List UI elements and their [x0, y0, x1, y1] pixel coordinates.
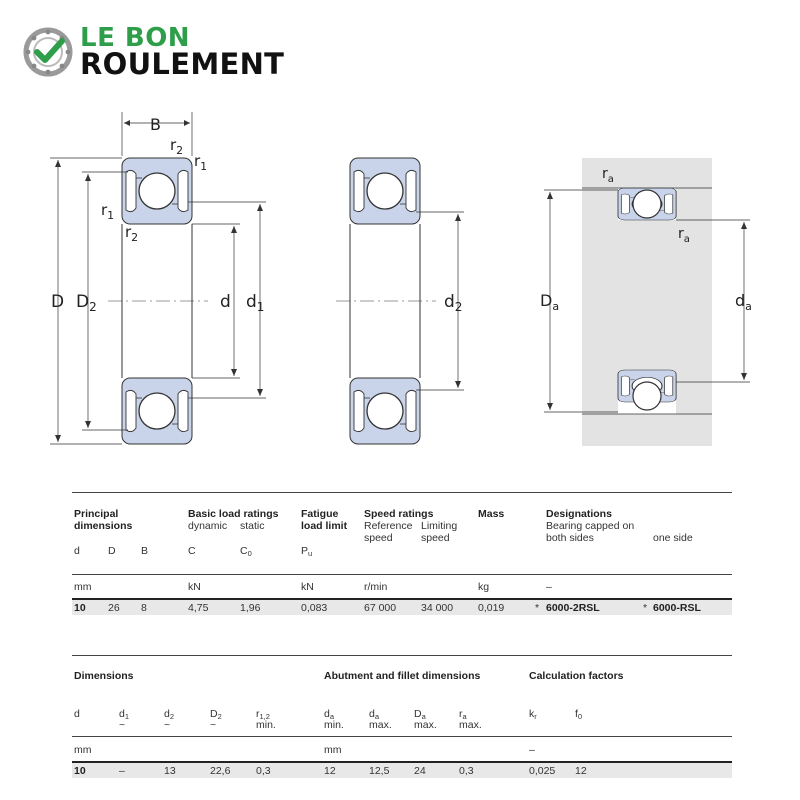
symbol-Pu: $P_u$ — [301, 545, 313, 558]
cell-reference-speed: 67 000 — [364, 602, 397, 614]
cell-ra-max: 0,3 — [459, 765, 474, 777]
cell-d2: 13 — [164, 765, 176, 777]
symbol-d-2: d — [74, 708, 80, 720]
label-da: $d_a$ — [735, 291, 752, 313]
symbol-Da-max: $D_a$ — [414, 708, 426, 721]
header-reference: Reference — [364, 520, 413, 532]
label-ra-right: $r_a$ — [678, 226, 690, 245]
symbol-r12: $r_{1,2}$ — [256, 708, 270, 721]
cell-C: 4,75 — [188, 602, 209, 614]
symbol-d2: $d_2$ — [164, 708, 175, 721]
cell-Da-max: 24 — [414, 765, 426, 777]
cell-d: 10 — [74, 602, 86, 614]
note-Da-max: max. — [414, 719, 437, 731]
header-abutment: Abutment and fillet dimensions — [324, 670, 481, 682]
logo-line-1: LE BON — [80, 23, 191, 53]
header-dimensions-2: Dimensions — [74, 670, 134, 682]
symbol-kr: $k_r$ — [529, 708, 537, 721]
header-dynamic: dynamic — [188, 520, 228, 532]
cell-da-min: 12 — [324, 765, 336, 777]
note-da-max: max. — [369, 719, 392, 731]
symbol-ra-max: $r_a$ — [459, 708, 467, 721]
cell-C0: 1,96 — [240, 602, 261, 614]
header-calculation: Calculation factors — [529, 670, 624, 682]
label-d1: $d_1$ — [246, 292, 265, 314]
unit-kn-1: kN — [188, 581, 201, 593]
symbol-D: D — [108, 545, 116, 557]
unit-mm: mm — [74, 581, 92, 593]
cell-B: 8 — [141, 602, 147, 614]
designation-one-side-link[interactable]: 6000-RSL — [653, 602, 701, 614]
label-r1-left: $r_1$ — [101, 201, 115, 222]
label-B: B — [150, 115, 161, 134]
cell-da-max: 12,5 — [369, 765, 390, 777]
symbol-B: B — [141, 545, 149, 557]
cell-kr: 0,025 — [529, 765, 556, 777]
cell-Pu: 0,083 — [301, 602, 328, 614]
symbol-C0: $C_0$ — [240, 545, 252, 558]
header-fatigue: Fatigue — [301, 508, 339, 520]
header-mass: Mass — [478, 508, 505, 520]
header-dimensions: dimensions — [74, 520, 133, 532]
unit-kn-2: kN — [301, 581, 314, 593]
mounting-view — [544, 158, 750, 446]
header-designations: Designations — [546, 508, 612, 520]
unit-dash: – — [546, 581, 552, 593]
symbol-d: d — [74, 545, 80, 557]
note-d2: ~ — [164, 719, 171, 731]
label-D: D — [51, 292, 65, 312]
label-d: d — [220, 292, 231, 312]
header-speed-2: speed — [421, 532, 450, 544]
symbol-da-min: $d_a$ — [324, 708, 335, 721]
header-speed-ratings: Speed ratings — [364, 508, 434, 520]
header-speed-1: speed — [364, 532, 393, 544]
header-load-limit: load limit — [301, 520, 348, 532]
symbol-da-max: $d_a$ — [369, 708, 380, 721]
symbol-D2: $D_2$ — [210, 708, 222, 721]
label-D2: $D_2$ — [76, 292, 97, 314]
note-D2: ~ — [210, 719, 217, 731]
designation-both-sides-link[interactable]: 6000-2RSL — [546, 602, 600, 614]
unit-dash-2: – — [529, 744, 535, 756]
cell-d: 10 — [74, 765, 86, 777]
logo-line-2: ROULEMENT — [80, 46, 285, 81]
unit-kg: kg — [478, 581, 490, 593]
note-ra-max: max. — [459, 719, 482, 731]
header-both-sides: both sides — [546, 532, 594, 544]
note-da-min: min. — [324, 719, 344, 731]
cell-D2: 22,6 — [210, 765, 231, 777]
cell-D: 26 — [108, 602, 120, 614]
header-basic-load: Basic load ratings — [188, 508, 279, 520]
cell-d1: – — [119, 765, 125, 777]
star-marker-1: * — [535, 602, 540, 614]
header-limiting: Limiting — [421, 520, 458, 532]
cell-r12: 0,3 — [256, 765, 271, 777]
header-one-side: one side — [653, 532, 693, 544]
label-r2-top: $r_2$ — [170, 136, 184, 157]
header-principal: Principal — [74, 508, 119, 520]
cell-mass: 0,019 — [478, 602, 505, 614]
label-ra-top: $r_a$ — [602, 166, 614, 185]
unit-mm-1: mm — [74, 744, 92, 756]
note-d1: ~ — [119, 719, 126, 731]
header-capped: Bearing capped on — [546, 520, 635, 532]
bearing-section-view — [50, 112, 266, 444]
header-static: static — [240, 520, 265, 532]
star-marker-2: * — [643, 602, 648, 614]
label-Da: $D_a$ — [540, 291, 560, 313]
cell-f0: 12 — [575, 765, 587, 777]
label-d2: $d_2$ — [444, 292, 463, 314]
label-r1-top: $r_1$ — [194, 152, 208, 173]
unit-mm-2: mm — [324, 744, 342, 756]
cell-limiting-speed: 34 000 — [421, 602, 454, 614]
label-r2-left: $r_2$ — [125, 223, 139, 244]
unit-rpm: r/min — [364, 581, 388, 593]
symbol-C: C — [188, 545, 196, 557]
symbol-d1: $d_1$ — [119, 708, 130, 721]
note-r12: min. — [256, 719, 276, 731]
symbol-f0: $f_0$ — [575, 708, 583, 721]
